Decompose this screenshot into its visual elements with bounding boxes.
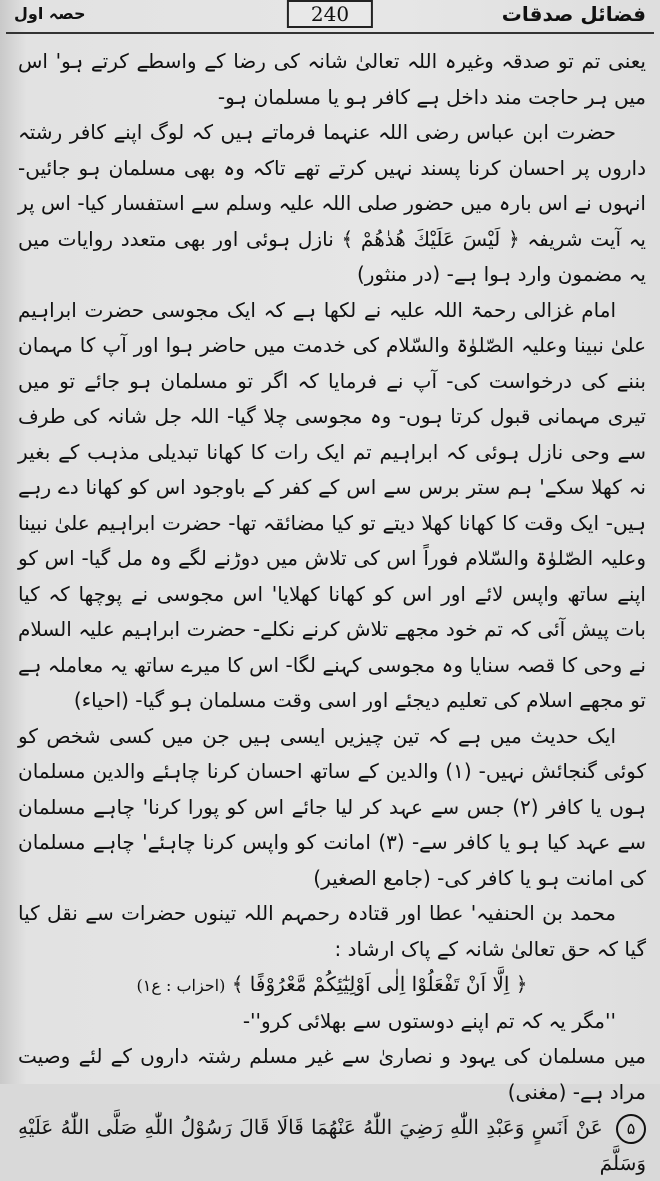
page-header <box>6 0 654 32</box>
book-title: فضائل صدقات <box>501 2 646 26</box>
verse-reference: (احزاب : ع۱) <box>136 976 226 995</box>
paragraph-3: امام غزالی رحمۃ اللہ علیہ نے لکھا ہے کہ ایک مجوسی حضرت ابراہیم علیٰ نبینا وعلیہ الصّلوٰۃ والسّلام کی خدمت میں حاضر ہوا اور آپ کا مہمان بننے کی درخواست کی- آپ نے فرمایا کہ اگر تو مسلمان ہو جائے تو میں تیری مہمانی قبول کرتا ہوں- وہ مجوسی چلا گیا- اللہ جل شانہ کی طرف سے وحی نازل ہوئی کہ ابراہیم تم ایک رات کا کھانا تبدیلی مذہب کے بغیر نہ کھلا سکے' ہم ستر برس سے اس کے کفر کے باوجود اس کو کھانا دے رہے ہیں- ایک وقت کا کھانا کھلا دیتے تو کیا مضائقہ تھا- حضرت ابراہیم علیٰ نبینا وعلیہ الصّلوٰۃ والسّلام فوراً اس کی تلاش میں دوڑنے لگے وہ مل گیا- اس کو اپنے ساتھ واپس لائے اور اس کو کھانا کھلایا' اس مجوسی نے پوچھا کہ کیا بات پیش آئی کہ تم خود مجھے تلاش کرنے نکلے- حضرت ابراہیم علیہ السلام نے وحی کا قصہ سنایا وہ مجوسی کہنے لگا- اس کا میرے ساتھ یہ معاملہ ہے تو مجھے اسلام کی تعلیم دیجئے اور اسی وقت مسلمان ہو گیا- (احیاء) <box>18 297 646 712</box>
hadith-text: عَنْ اَنَسٍ وَعَبْدِ اللّٰهِ رَضِيَ اللّٰهُ عَنْهُمَا قَالَا قَالَ رَسُوْلُ اللّٰهِ صَلَّى اللّٰهُ عَلَيْهِ وَسَلَّمَ <box>18 1115 646 1175</box>
paragraph-1: یعنی تم تو صدقہ وغیرہ اللہ تعالیٰ شانہ کی رضا کے واسطے کرتے ہو' اس میں ہر حاجت مند داخل ہے کافر ہو یا مسلمان ہو- <box>18 49 646 109</box>
quran-verse <box>18 967 646 1004</box>
paragraph-6: میں مسلمان کی یہود و نصاریٰ سے غیر مسلم رشتہ داروں کے لئے وصیت مراد ہے- (مغنی) <box>18 1044 646 1104</box>
hadith-number: ۵ <box>616 1114 646 1144</box>
page-body <box>18 44 646 1175</box>
paragraph-5: محمد بن الحنفیہ' عطا اور قتادہ رحمہم اللہ تینوں حضرات سے نقل کیا گیا کہ حق تعالیٰ شانہ کے پاک ارشاد : <box>18 901 646 961</box>
verse-text: ﴿ اِلَّا اَنْ تَفْعَلُوْا اِلٰی اَوْلِيٰٓئِكُمْ مَّعْرُوْفًا ﴾ <box>231 972 528 996</box>
book-part: حصہ اول <box>14 4 86 23</box>
paragraph-4: ایک حدیث میں ہے کہ تین چیزیں ایسی ہیں جن میں کسی شخص کو کوئی گنجائش نہیں- (۱) والدین کے ساتھ احسان کرنا چاہئے والدین مسلمان ہوں یا کافر (۲) جس سے عہد کر لیا جائے اس کو پورا کرنا' چاہے مسلمان سے عہد کیا ہو یا کافر سے- (۳) امانت کو واپس کرنا چاہئے' چاہے مسلمان کی امانت ہو یا کافر کی- (جامع الصغیر) <box>18 723 646 890</box>
paragraph-2: حضرت ابن عباس رضی اللہ عنہما فرماتے ہیں کہ لوگ اپنے کافر رشتہ داروں پر احسان کرنا پسند نہیں کرتے تھے تاکہ وہ بھی مسلمان ہو جائیں- انہوں نے اس بارہ میں حضور صلی اللہ علیہ وسلم سے استفسار کیا- اس پر یہ آیت شریفہ ﴿ لَيْسَ عَلَيْكَ هُدٰهُمْ ﴾ نازل ہوئی اور بھی متعدد روایات میں یہ مضمون وارد ہوا ہے- (در منثور) <box>18 120 646 286</box>
page-number: 240 <box>287 0 373 28</box>
verse-translation: ''مگر یہ کہ تم اپنے دوستوں سے بھلائی کرو''- <box>242 1008 616 1033</box>
hadith-line <box>18 1110 646 1181</box>
header-rule <box>6 32 654 34</box>
